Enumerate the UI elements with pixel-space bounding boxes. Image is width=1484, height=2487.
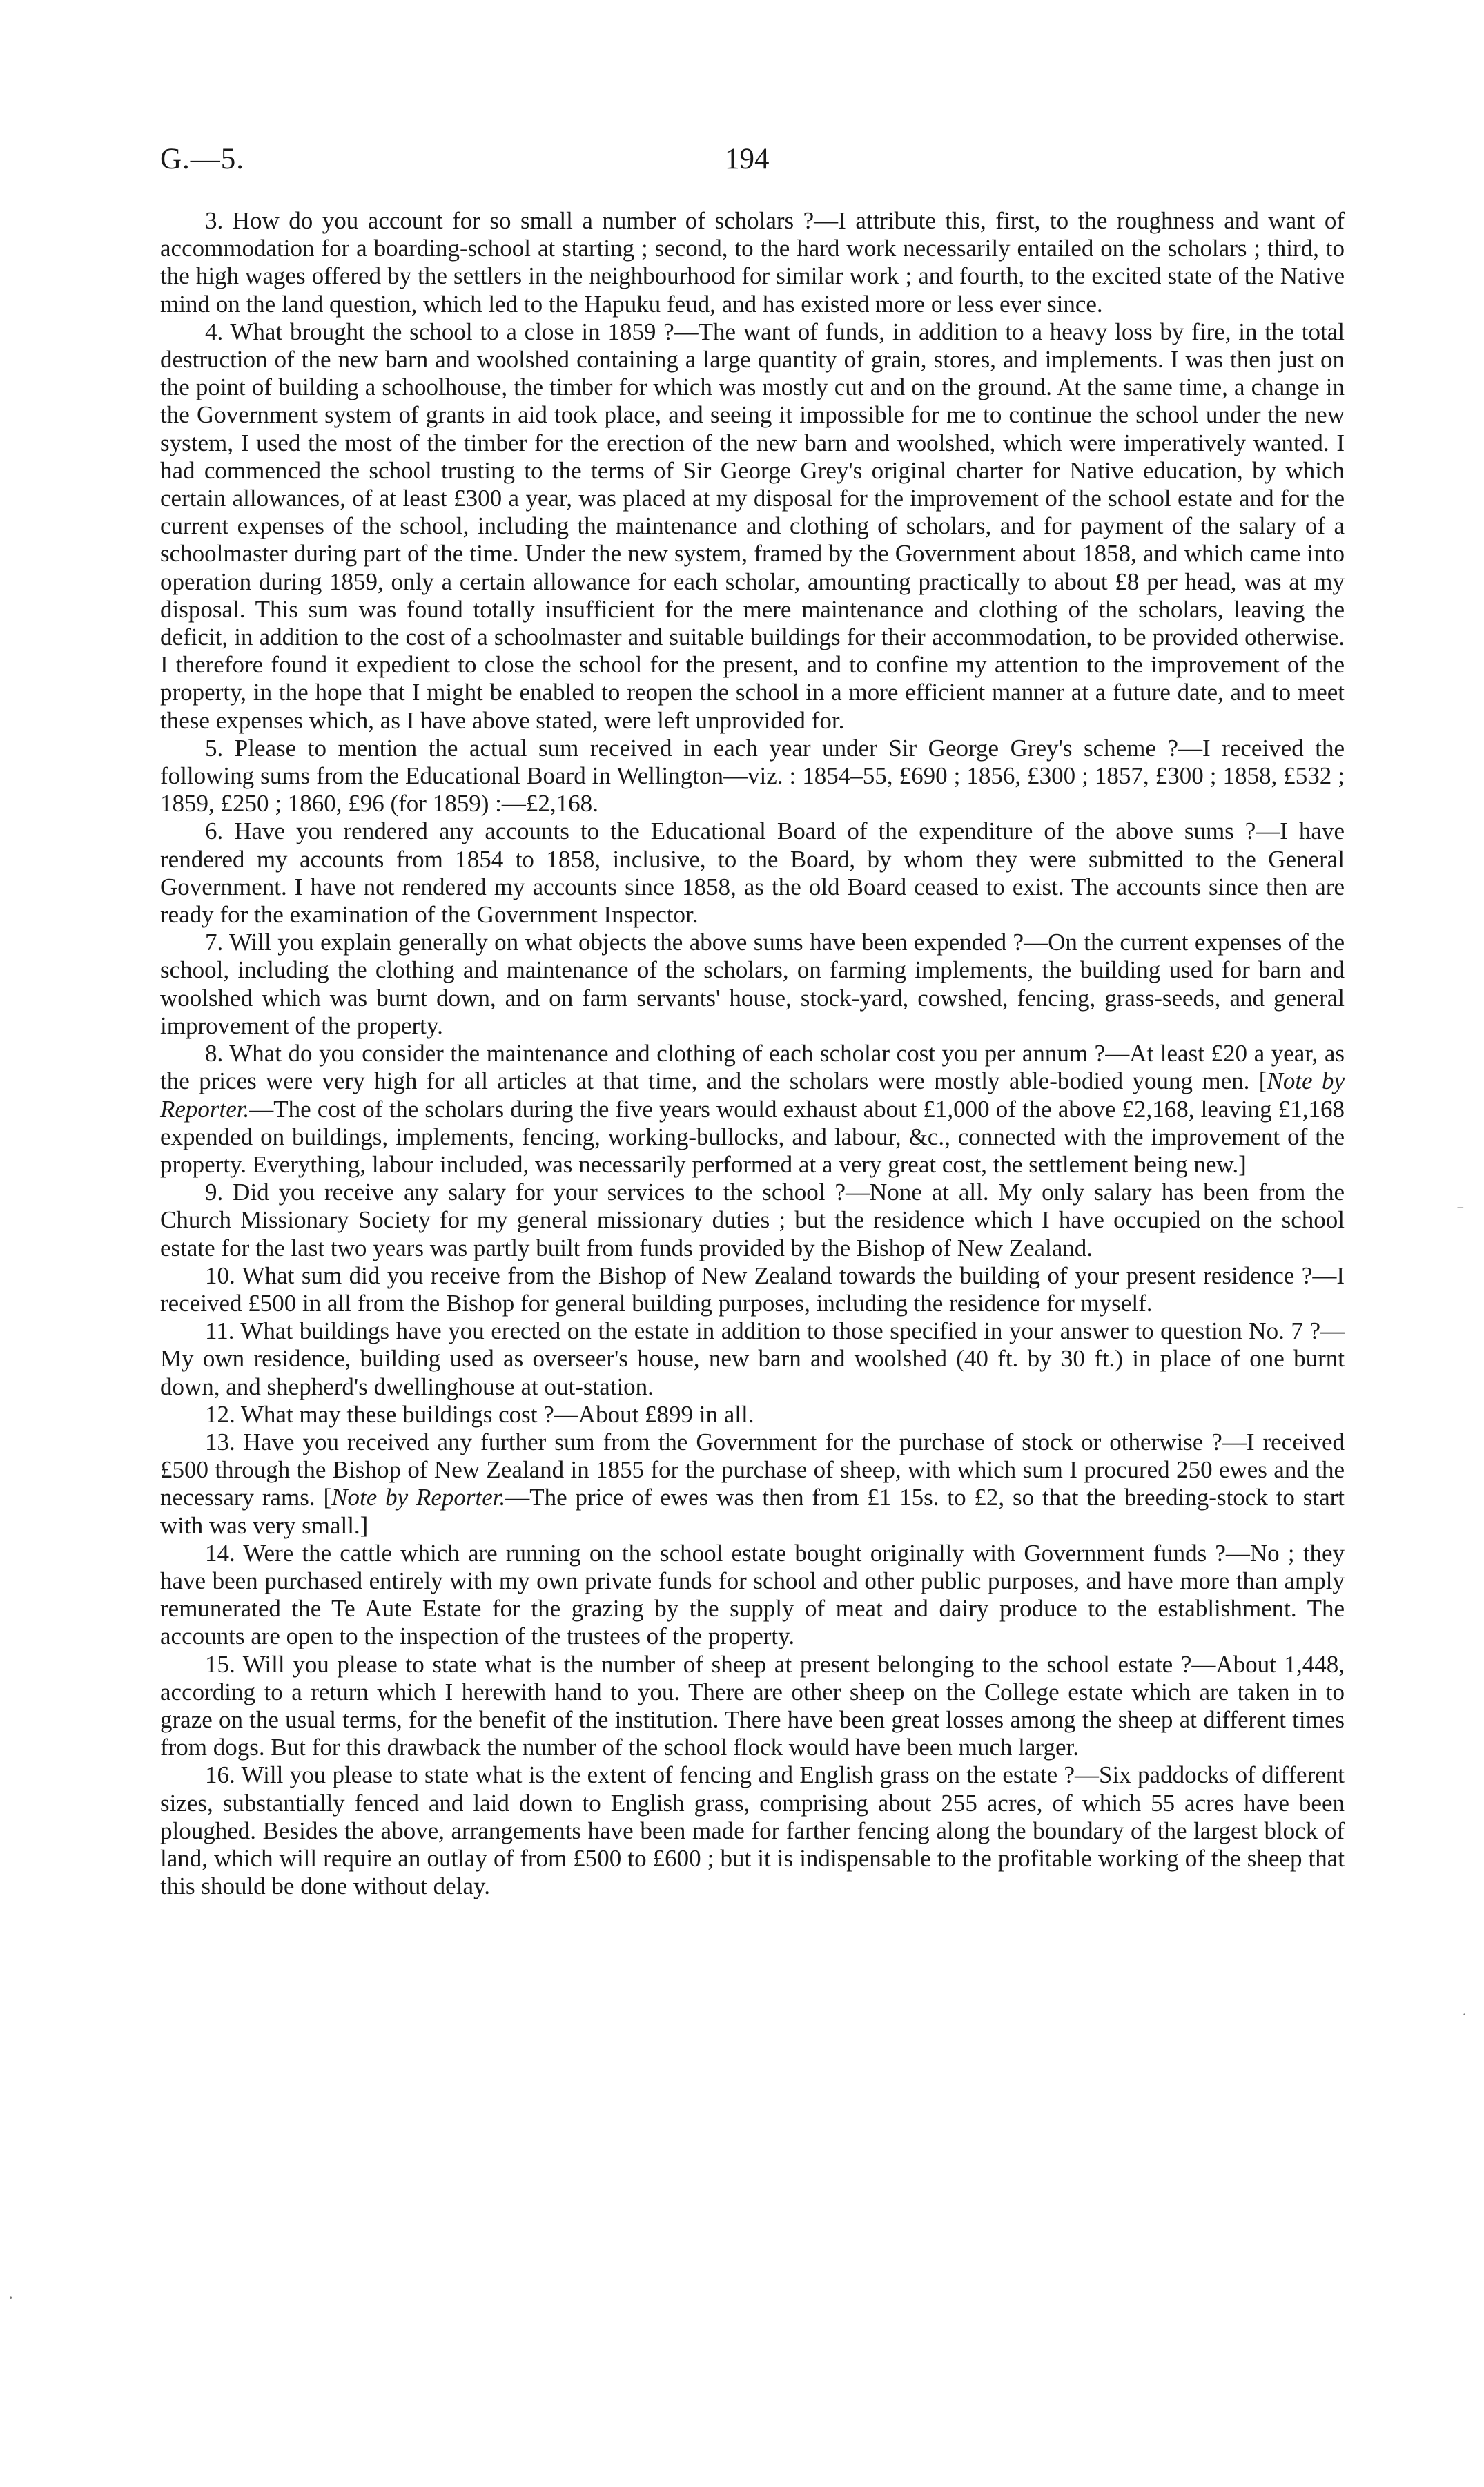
paragraph-q12: 12. What may these buildings cost ?—About £899 in all. — [205, 1400, 754, 1428]
paragraph-q8 — [160, 1040, 1345, 1179]
paragraph-q16: 16. Will you please to state what is the extent of fencing and English grass on the estate ?—Six paddocks of different sizes, substantially fenced and laid down to English grass, comprising about 255 acres, of which 55 acres have been ploughed. Besides the above, arrangements have been made for farther fencing along the boundary of the largest block of land, which will require an outlay of from £500 to £600 ; but it is indispensable to the profitable working of the sheep that this should be done without delay. — [160, 1761, 1345, 1900]
paragraph-q6: 6. Have you rendered any accounts to the Educational Board of the expenditure of the above sums ?—I have rendered my accounts from 1854 to 1858, inclusive, to the Board, by whom they were submitted to the General Government. I have not rendered my accounts since 1858, as the old Board ceased to exist. The accounts since then are ready for the examination of the Government Inspector. — [160, 817, 1345, 929]
paragraph-q5: 5. Please to mention the actual sum received in each year under Sir George Grey's scheme ?—I received the following sums from the Educational Board in Wellington—viz. : 1854–55, £690 ; 1856, £300 ; 1857, £300 ; 1858, £532 ; 1859, £250 ; 1860, £96 (for 1859) :—£2,168. — [160, 734, 1345, 817]
paragraph-q8-note-text: —The cost of the scholars during the five years would exhaust about £1,000 of the above £2,168, leaving £1,168 expended on buildings, implements, fencing, working-bullocks, and labour, &c., connected with the improvement of the property. Everything, labour included, was necessarily performed at a very great cost, the settlement being new.] — [160, 1095, 1345, 1178]
document-body — [160, 207, 1345, 1900]
paragraph-q13 — [160, 1429, 1345, 1540]
page-number: 194 — [725, 143, 770, 175]
paragraph-q13-text: 13. Have you received any further sum from the Government for the purchase of stock or otherwise ?—I received £500 through the Bishop of New Zealand in 1855 for the purchase of sheep, with which sum I procured 250 ewes and the necessary rams. [ — [160, 1428, 1345, 1511]
paragraph-q10: 10. What sum did you receive from the Bishop of New Zealand towards the building of your present residence ?—I received £500 in all from the Bishop for general building purposes, including the residence for myself. — [160, 1261, 1345, 1317]
reporter-note-label: Note by Reporter. — [160, 1067, 1345, 1123]
paragraph-q4: 4. What brought the school to a close in 1859 ?—The want of funds, in addition to a heavy loss by fire, in the total destruction of the new barn and woolshed containing a large quantity of grain, stores, and implements. I was then just on the point of building a schoolhouse, the timber for which was mostly cut and on the ground. At the same time, a change in the Government system of grants in aid took place, and seeing it impossible for me to continue the school under the new system, I used the most of the timber for the erection of the new barn and woolshed, which were imperatively wanted. I had commenced the school trusting to the terms of Sir George Grey's original charter for Native education, by which certain allowances, of at least £300 a year, was placed at my disposal for the improvement of the school estate and for the current expenses of the school, including the maintenance and clothing of scholars, and for payment of the salary of a schoolmaster during part of the time. Under the new system, framed by the Government about 1858, and which came into operation during 1859, only a certain allowance for each scholar, amounting practically to about £8 per head, was at my disposal. This sum was found totally insufficient for the mere maintenance and clothing of the scholars, leaving the deficit, in addition to the cost of a schoolmaster and suitable buildings for their accommodation, to be provided otherwise. I therefore found it expedient to close the school for the present, and to confine my attention to the improvement of the property, in the hope that I might be enabled to reopen the school in a more efficient manner at a future date, and to meet these expenses which, as I have above stated, were left unprovided for. — [160, 318, 1345, 734]
margin-mark: · — [8, 2289, 14, 2306]
reporter-note-label: Note by Reporter. — [331, 1484, 506, 1511]
paragraph-q14: 14. Were the cattle which are running on the school estate bought originally with Government funds ?—No ; they have been purchased entirely with my own private funds for school and other public purposes, and have more than amply remunerated the Te Aute Estate for the grazing by the supply of meat and dairy produce to the establishment. The accounts are open to the inspection of the trustees of the property. — [160, 1539, 1345, 1650]
document-reference: G.—5. — [160, 143, 245, 175]
paragraph-q9: 9. Did you receive any salary for your services to the school ?—None at all. My only salary has been from the Church Missionary Society for my general missionary duties ; but the residence which I have occupied on the school estate for the last two years was partly built from funds provided by the Bishop of New Zealand. — [160, 1179, 1345, 1261]
margin-mark: · — [1462, 2006, 1467, 2023]
paragraph-q13-note-text: —The price of ewes was then from £1 15s. to £2, so that the breeding-stock to start with was very small.] — [160, 1484, 1345, 1539]
paragraph-q7: 7. Will you explain generally on what objects the above sums have been expended ?—On the current expenses of the school, including the clothing and maintenance of the scholars, on farming implements, the building used for barn and woolshed which was burnt down, and on farm servants' house, stock-yard, cowshed, fencing, grass-seeds, and general improvement of the property. — [160, 929, 1345, 1039]
margin-mark: ⁻ — [1456, 1201, 1465, 1219]
paragraph-q8-text: 8. What do you consider the maintenance and clothing of each scholar cost you per annum ?—At least £20 a year, as the prices were very high for all articles at that time, and the scholars were mostly able-bodied young men. [ — [160, 1040, 1345, 1095]
paragraph-q11: 11. What buildings have you erected on the estate in addition to those specified in your answer to question No. 7 ?—My own residence, building used as overseer's house, new barn and woolshed (40 ft. by 30 ft.) in place of one burnt down, and shepherd's dwellinghouse at out-station. — [160, 1317, 1345, 1400]
paragraph-q15: 15. Will you please to state what is the number of sheep at present belonging to the school estate ?—About 1,448, according to a return which I herewith hand to you. There are other sheep on the College estate which are taken in to graze on the usual terms, for the benefit of the institution. There have been great losses among the sheep at different times from dogs. But for this drawback the number of the school flock would have been much larger. — [160, 1650, 1345, 1761]
paragraph-q3: 3. How do you account for so small a number of scholars ?—I attribute this, first, to the roughness and want of accommodation for a boarding-school at starting ; second, to the hard work necessarily entailed on the scholars ; third, to the high wages offered by the settlers in the neighbourhood for similar work ; and fourth, to the excited state of the Native mind on the land question, which led to the Hapuku feud, and has existed more or less ever since. — [160, 207, 1345, 318]
